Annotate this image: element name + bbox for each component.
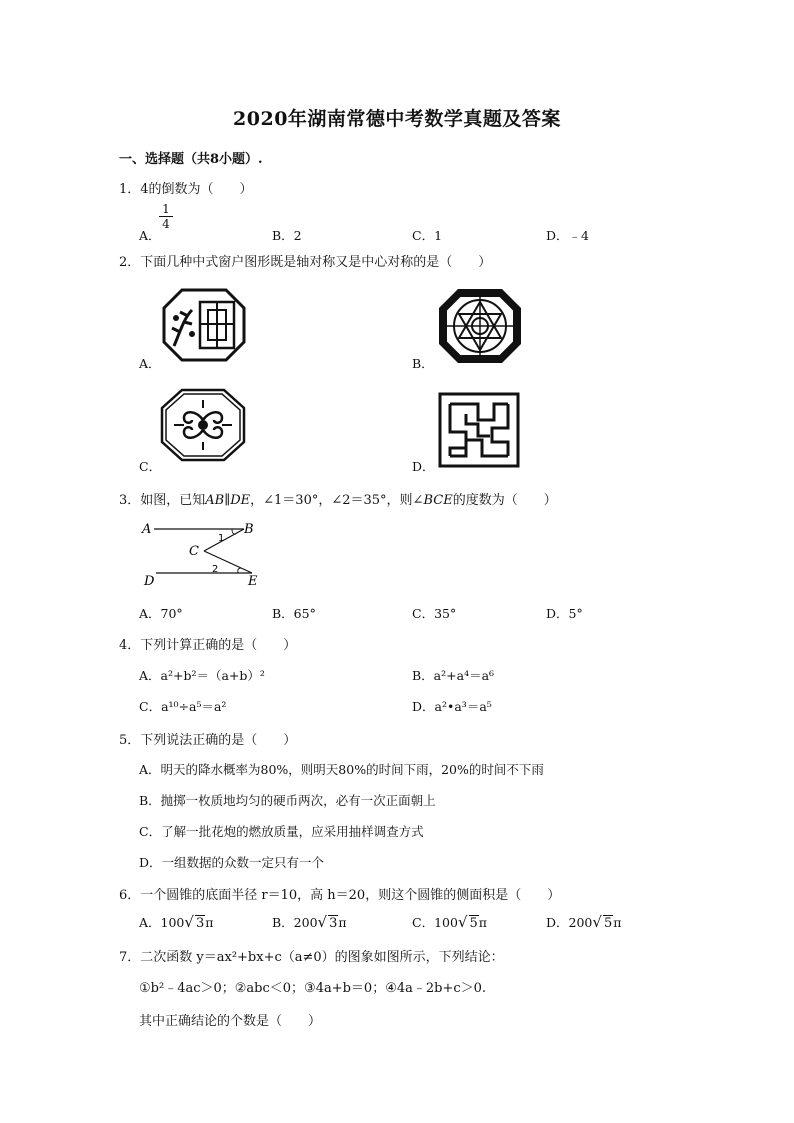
q5-option-a: A．明天的降水概率为80%，则明天80%的时间下雨，20%的时间不下雨 xyxy=(139,762,544,777)
q6-option-d xyxy=(546,913,621,931)
q6-b-coef: B．200 xyxy=(272,915,318,930)
q6-c-radicand: 5 xyxy=(469,916,478,931)
q3-option-d: D．5° xyxy=(546,606,583,621)
q6-c-coef: C．100 xyxy=(412,915,458,930)
q3-label-c: C xyxy=(189,544,199,559)
q6-a-pi: π xyxy=(205,915,214,930)
q3-option-a: A．70° xyxy=(139,606,183,621)
q6-a-radicand: 3 xyxy=(195,916,205,931)
q4-option-a: A．a²+b²＝（a+b）² xyxy=(139,668,265,683)
window-d-figure xyxy=(438,392,520,468)
q2-option-b-label: B． xyxy=(412,356,434,371)
sqrt-icon: √ xyxy=(184,913,194,931)
q1-option-d: D．﹣4 xyxy=(546,228,589,243)
q6-b-pi: π xyxy=(338,915,347,930)
sqrt-icon: √ xyxy=(457,913,468,931)
q3-stem-pre: 3．如图，已知 xyxy=(119,493,206,508)
q5-option-b: B．抛掷一枚质地均匀的硬币两次，必有一次正面朝上 xyxy=(139,793,436,808)
fraction-denominator: 4 xyxy=(162,217,170,231)
q6-c-pi: π xyxy=(478,915,487,930)
question-6-stem: 6．一个圆锥的底面半径 r＝10，高 h＝20，则这个圆锥的侧面积是（ ） xyxy=(119,888,561,903)
question-1-stem: 1．4的倒数为（ ） xyxy=(119,182,253,197)
q3-angle-2-label: 2 xyxy=(212,564,219,575)
fraction-numerator: 1 xyxy=(162,202,170,216)
q1-option-a-fraction xyxy=(159,203,173,230)
q3-label-e: E xyxy=(248,574,258,589)
q6-d-coef: D．200 xyxy=(546,915,593,930)
q5-option-c: C．了解一批花炮的燃放质量，应采用抽样调查方式 xyxy=(139,824,424,839)
q2-option-a-label: A． xyxy=(139,356,161,371)
q1-option-c: C．1 xyxy=(412,228,443,243)
q5-option-d: D．一组数据的众数一定只有一个 xyxy=(139,855,325,870)
q6-a-coef: A．100 xyxy=(139,915,185,930)
q6-option-b xyxy=(272,913,347,931)
question-5-stem: 5．下列说法正确的是（ ） xyxy=(119,733,297,748)
q7-ask: 其中正确结论的个数是（ ） xyxy=(139,1014,322,1029)
q6-option-a xyxy=(139,913,213,931)
q3-stem-mid: ，∠1＝30°，∠2＝35°，则∠ xyxy=(250,493,424,508)
question-2-stem: 2．下面几种中式窗户图形既是轴对称又是中心对称的是（ ） xyxy=(119,255,492,270)
q6-b-radicand: 3 xyxy=(329,916,338,931)
q2-option-c-label: C． xyxy=(139,459,162,474)
page-title: 2020年湖南常德中考数学真题及答案 xyxy=(233,108,561,130)
window-a-figure xyxy=(162,288,246,362)
q3-parallel-lines-figure xyxy=(140,517,270,589)
q3-stem-post: 的度数为（ ） xyxy=(452,493,557,508)
window-b-figure xyxy=(438,288,522,364)
q7-conditions: ①b²﹣4ac＞0；②abc＜0；③4a+b＝0；④4a﹣2b+c＞0. xyxy=(139,981,487,996)
q2-option-d-label: D． xyxy=(412,459,435,474)
q6-d-radicand: 5 xyxy=(603,916,613,931)
section-heading: 一、选择题（共8小题）. xyxy=(119,152,263,167)
q6-option-c xyxy=(412,913,487,931)
q3-stem-math-parallel: AB∥DE xyxy=(205,493,251,508)
q3-label-a: A xyxy=(142,522,152,537)
q6-d-pi: π xyxy=(613,915,622,930)
q3-stem-math-angle: BCE xyxy=(423,493,453,508)
question-4-stem: 4．下列计算正确的是（ ） xyxy=(119,638,297,653)
q3-option-b: B．65° xyxy=(272,606,316,621)
sqrt-icon: √ xyxy=(592,913,602,931)
q4-option-c: C．a¹⁰÷a⁵＝a² xyxy=(139,699,227,714)
q3-option-c: C．35° xyxy=(412,606,457,621)
window-c-figure xyxy=(160,388,246,462)
q1-option-a-label: A． xyxy=(139,228,161,243)
q3-label-d: D xyxy=(144,574,155,589)
q3-label-b: B xyxy=(244,522,254,537)
q1-option-b: B．2 xyxy=(272,228,302,243)
sqrt-icon: √ xyxy=(317,913,328,931)
q3-angle-1-label: 1 xyxy=(218,533,225,544)
q4-option-b: B．a²+a⁴＝a⁶ xyxy=(412,668,495,683)
q4-option-d: D．a²•a³＝a⁵ xyxy=(412,699,492,714)
question-3-stem xyxy=(119,489,557,508)
question-7-stem: 7．二次函数 y＝ax²+bx+c（a≠0）的图象如图所示，下列结论： xyxy=(119,950,504,965)
